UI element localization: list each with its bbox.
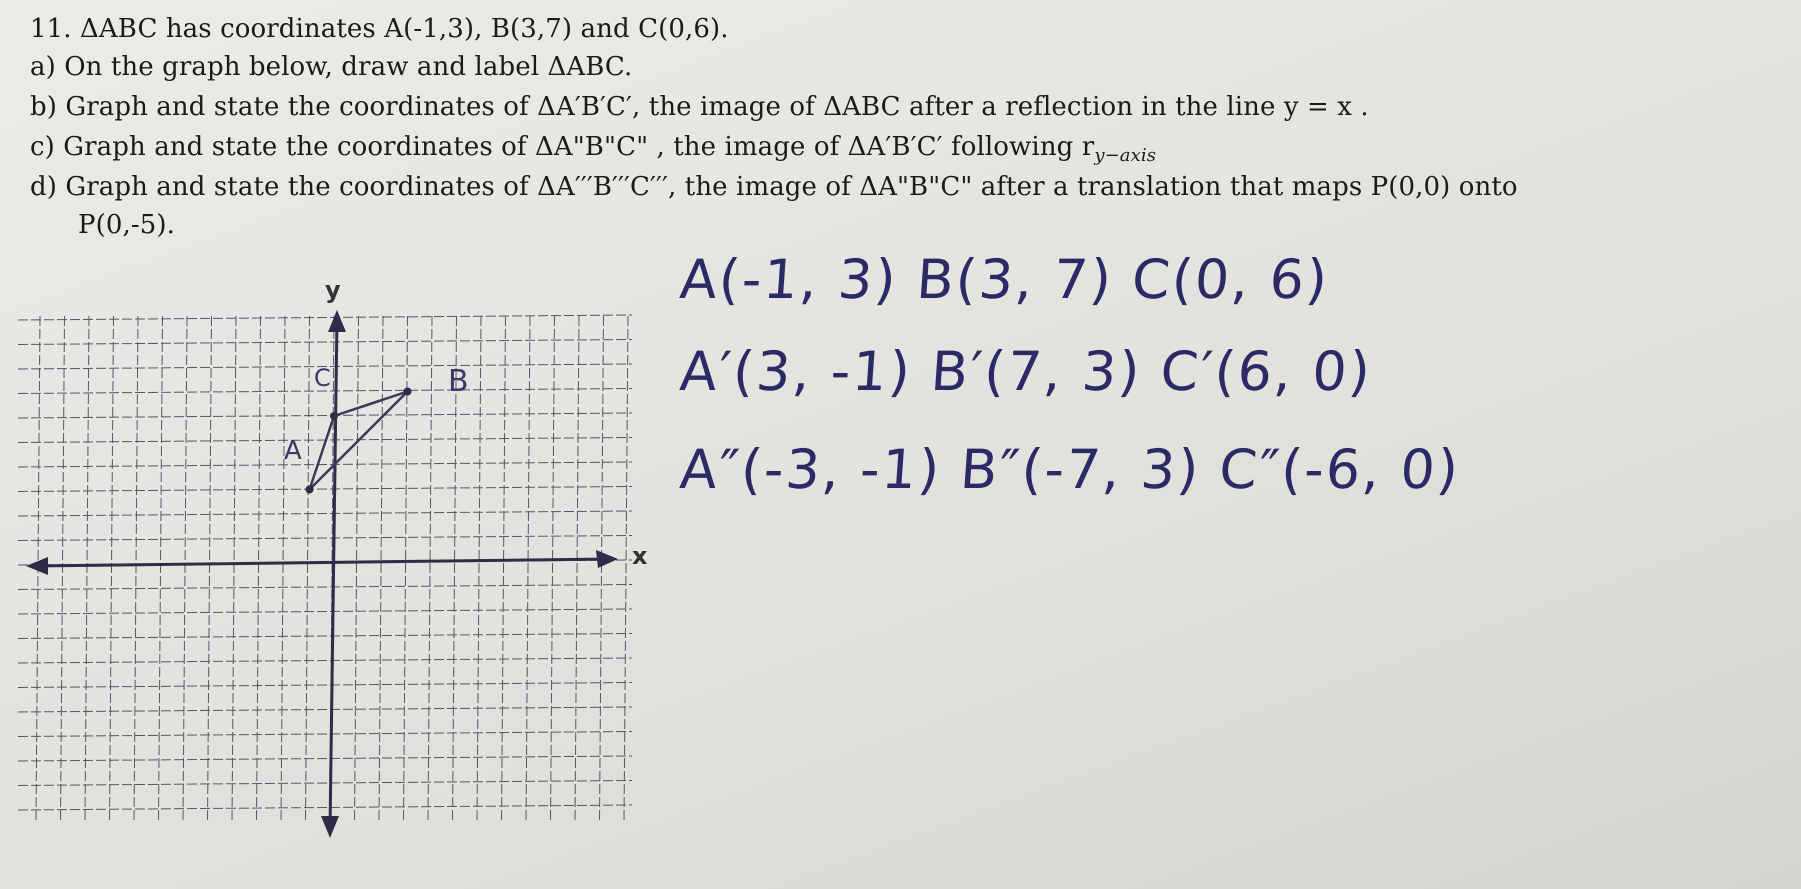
grid-line-vertical — [502, 316, 506, 822]
grid-line-vertical — [428, 316, 432, 822]
answer-row-double-prime: A″(-3, -1) B″(-7, 3) C″(-6, 0) — [677, 438, 1463, 501]
grid-line-horizontal — [18, 609, 632, 614]
grid-line-vertical — [281, 316, 285, 822]
grid-line-vertical — [379, 316, 383, 822]
grid-line-horizontal — [18, 536, 632, 541]
grid-line-vertical — [624, 316, 628, 822]
grid-line-vertical — [85, 316, 89, 822]
grid-line-vertical — [110, 316, 114, 822]
x-axis — [35, 559, 610, 566]
point-c — [330, 412, 338, 420]
grid-line-horizontal — [18, 340, 632, 345]
grid-line-horizontal — [18, 511, 632, 516]
x-axis-label: x — [632, 542, 648, 570]
grid-line-horizontal — [18, 413, 632, 418]
grid-line-horizontal — [18, 585, 632, 590]
label-a: A — [284, 436, 302, 466]
answer-row-original: A(-1, 3) B(3, 7) C(0, 6) — [677, 248, 1332, 311]
grid-line-horizontal — [18, 781, 632, 786]
y-axis-label: y — [325, 276, 341, 304]
grid-line-horizontal — [18, 315, 632, 320]
grid-line-horizontal — [18, 487, 632, 492]
grid-line-vertical — [306, 316, 310, 822]
question-part-a: a) On the graph below, draw and label ΔABC. — [30, 52, 633, 82]
question-part-c-text: c) Graph and state the coordinates of ΔA"B"C" , the image of ΔA′B′C′ following r — [30, 132, 1095, 162]
grid-line-vertical — [134, 316, 138, 822]
x-axis-arrow-left — [26, 557, 48, 575]
answer-row-prime: A′(3, -1) B′(7, 3) C′(6, 0) — [677, 340, 1375, 403]
y-axis-arrow-down — [321, 816, 339, 838]
label-c: C — [314, 364, 331, 392]
question-part-d-continued: P(0,-5). — [78, 210, 175, 240]
grid-line-horizontal — [18, 634, 632, 639]
question-part-c-subscript: y−axis — [1094, 145, 1157, 167]
grid-line-horizontal — [18, 462, 632, 467]
question-part-b: b) Graph and state the coordinates of ΔA′B′C′, the image of ΔABC after a reflection in the line y = x . — [30, 92, 1369, 122]
question-line-1: 11. ΔABC has coordinates A(-1,3), B(3,7) and C(0,6). — [30, 14, 729, 44]
grid-line-vertical — [551, 316, 555, 822]
point-a — [306, 486, 314, 494]
grid-line-vertical — [355, 316, 359, 822]
grid-line-horizontal — [18, 658, 632, 663]
question-part-d: d) Graph and state the coordinates of ΔA′′′B′′′C′′′, the image of ΔA"B"C" after a translation that maps P(0,0) onto — [30, 172, 1518, 202]
grid-line-vertical — [600, 316, 604, 822]
grid-line-vertical — [61, 316, 65, 822]
x-axis-arrow-right — [596, 550, 618, 568]
y-axis-arrow-up — [328, 310, 346, 332]
grid-line-vertical — [477, 316, 481, 822]
grid-line-vertical — [575, 316, 579, 822]
grid-line-vertical — [526, 316, 530, 822]
label-b: B — [448, 364, 469, 399]
point-b — [404, 388, 412, 396]
